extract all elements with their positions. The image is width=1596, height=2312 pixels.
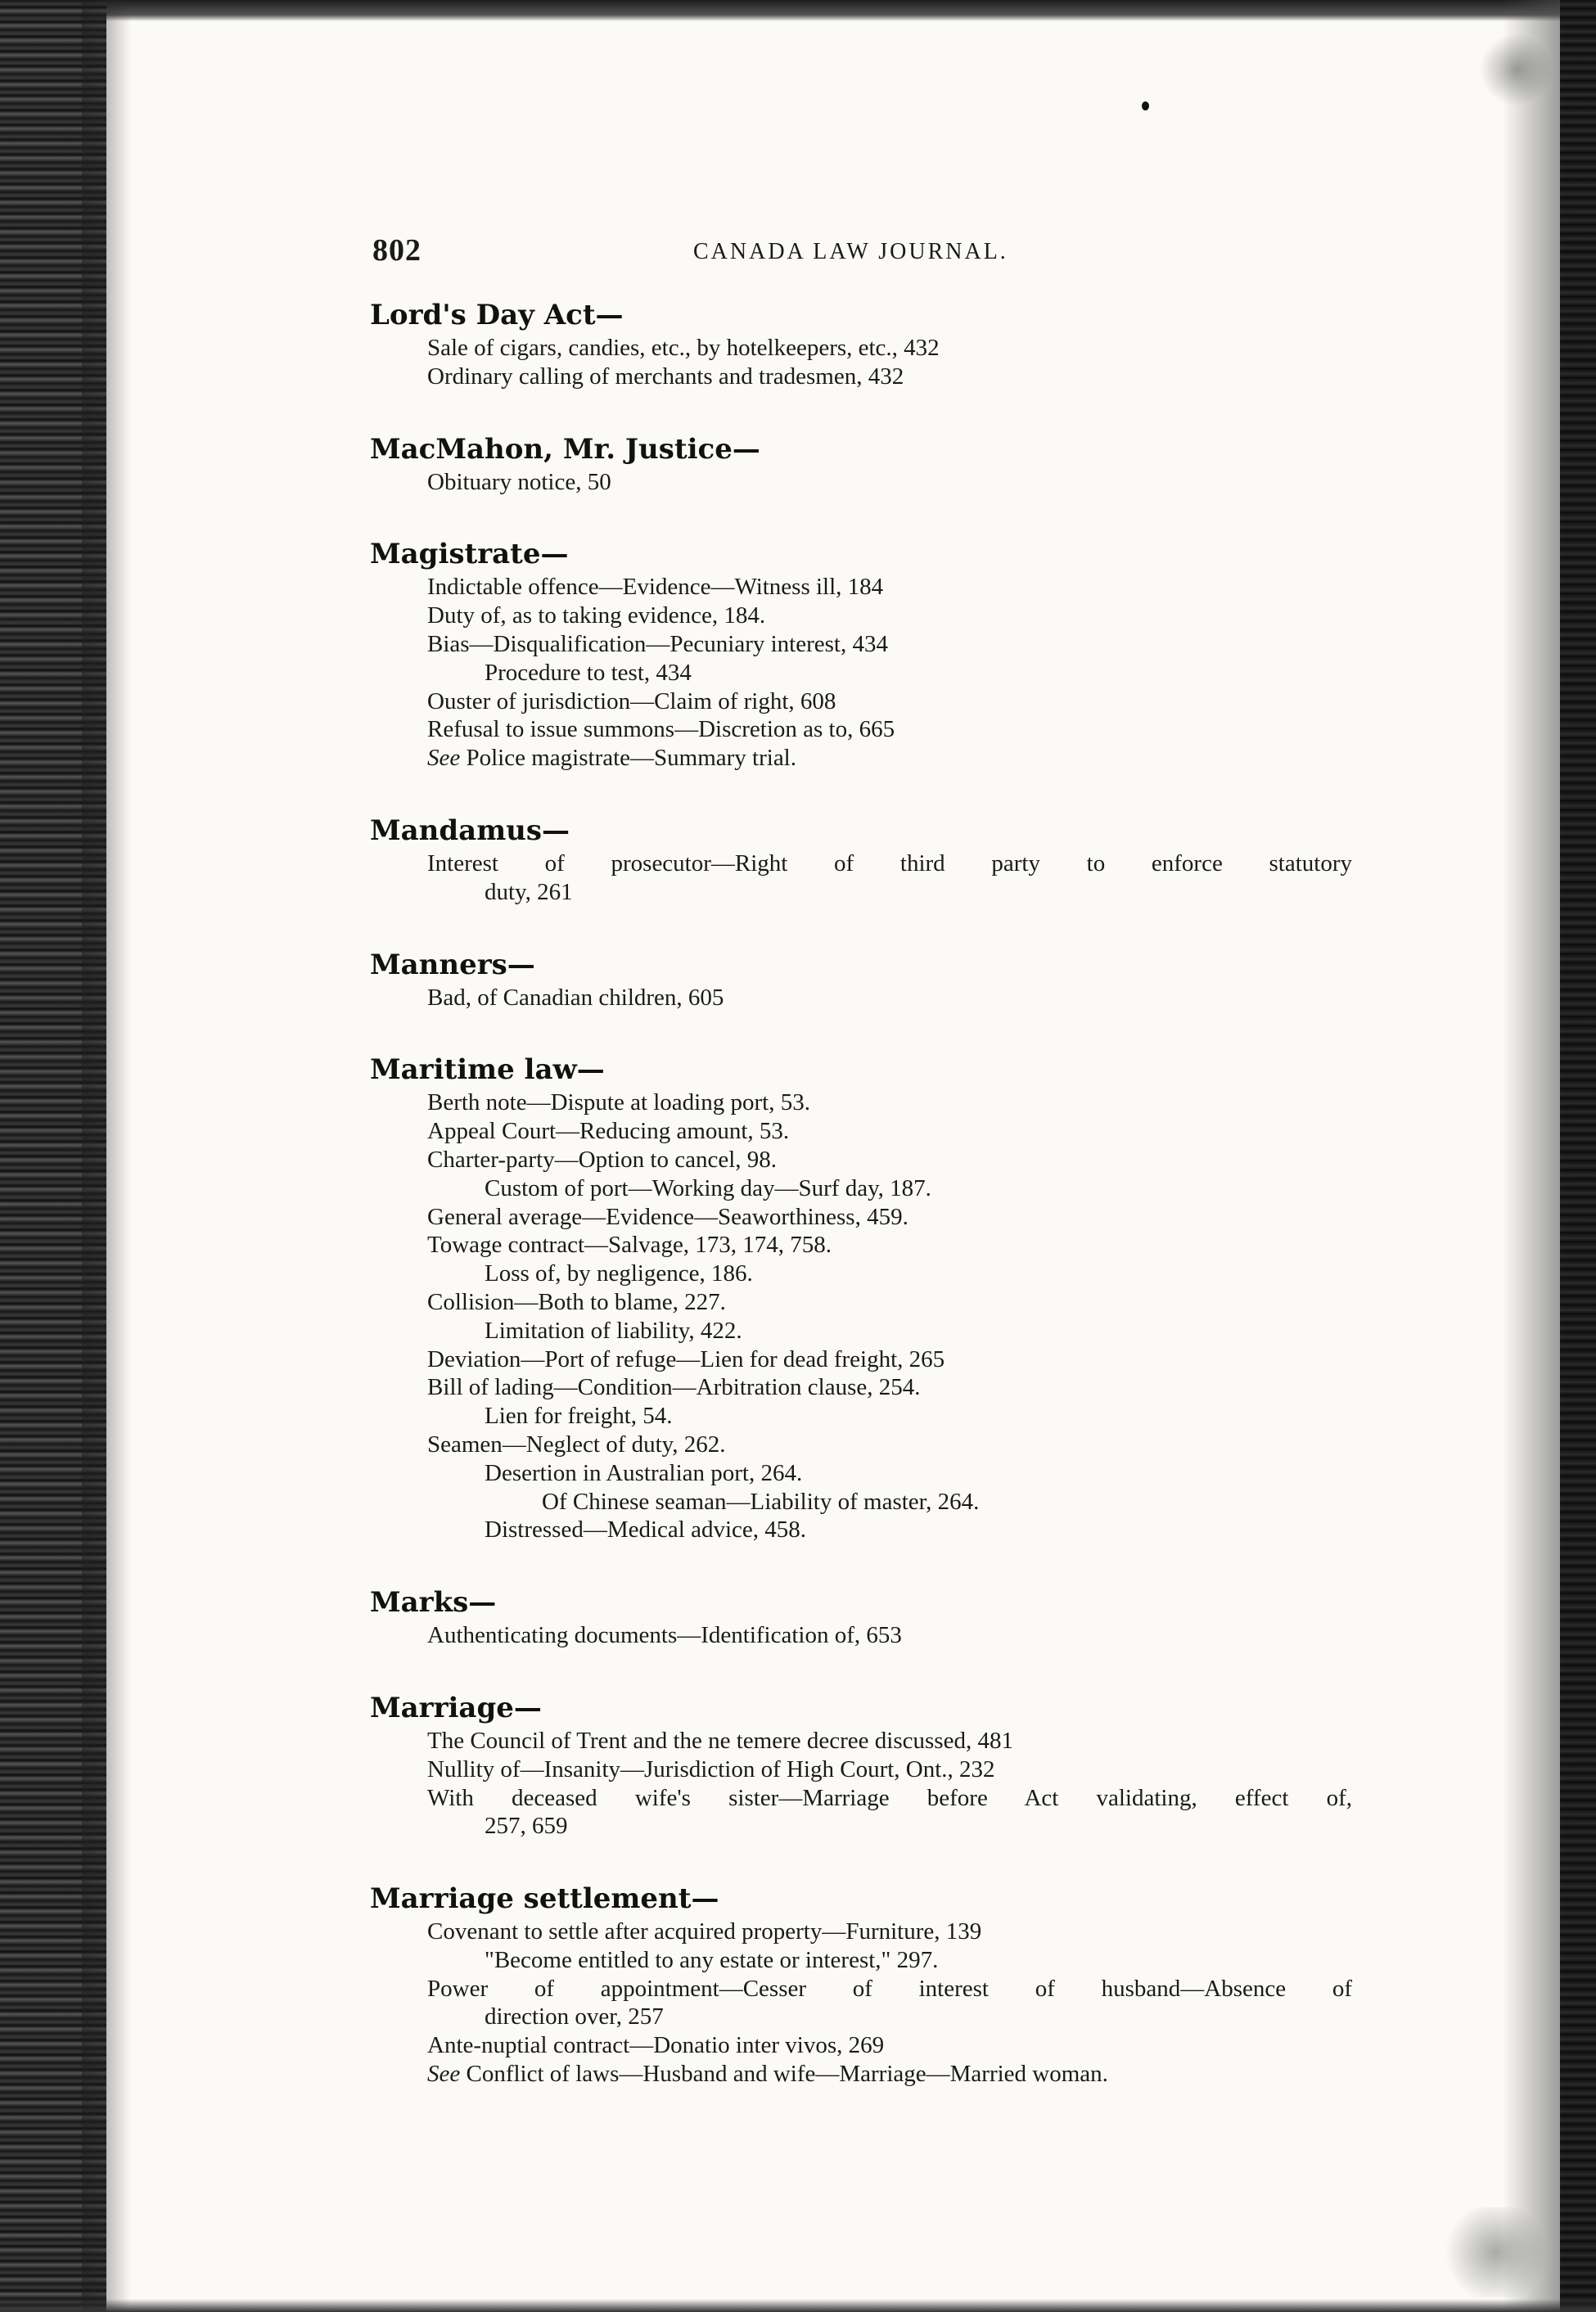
entry-line [427, 573, 1360, 602]
scan-border-right [1560, 0, 1596, 2312]
entry-line [427, 468, 1360, 497]
entry-line-text: Collision—Both to blame, 227. [427, 1288, 726, 1315]
entry-line [427, 363, 1360, 391]
index-entry [370, 812, 1360, 907]
entry-heading: Manners— [370, 948, 535, 981]
entry-line-text: Procedure to test, 434 [485, 659, 692, 686]
entry-line [427, 850, 1352, 878]
scan-noise-bottom-right [1439, 2207, 1553, 2297]
entry-line [542, 1488, 1360, 1517]
entry-heading: Magistrate— [370, 538, 569, 571]
scan-border-bottom [0, 2299, 1596, 2312]
index-entry [370, 1051, 1360, 1544]
entry-line [427, 602, 1360, 630]
entry-heading: Marriage— [370, 1691, 542, 1724]
entry-line-text: Distressed—Medical advice, 458. [485, 1517, 807, 1544]
entry-line-text: Berth note—Dispute at loading port, 53. [427, 1089, 810, 1116]
index-entry [370, 946, 1360, 1012]
entry-line [427, 1918, 1360, 1946]
entry-line [427, 1373, 1360, 1402]
entry-line [427, 1288, 1360, 1317]
entry-line [427, 687, 1360, 716]
entry-line [485, 878, 1360, 907]
running-title: CANADA LAW JOURNAL. [693, 239, 1008, 264]
entry-line [485, 1317, 1360, 1345]
entry-line-text: "Become entitled to any estate or interest," 297. [485, 1946, 939, 1973]
entry-line [485, 1459, 1360, 1488]
entry-line-text: Lien for freight, 54. [485, 1403, 673, 1430]
entry-heading: Marks— [370, 1586, 497, 1620]
entry-line-text: direction over, 257 [485, 2003, 664, 2030]
entry-line [427, 630, 1360, 659]
entry-line-text: Appeal Court—Reducing amount, 53. [427, 1118, 790, 1145]
entry-line-text: Police magistrate—Summary trial. [466, 745, 796, 772]
entry-line-text: Ante-nuptial contract—Donatio inter vivos, 269 [427, 2032, 885, 2059]
entry-line-text: Bill of lading—Condition—Arbitration clause, 254. [427, 1374, 921, 1401]
entry-line [485, 1260, 1360, 1288]
entry-heading: Lord's Day Act— [370, 299, 624, 331]
entry-line-text: Obituary notice, 50 [427, 468, 611, 495]
entry-line-text: Authenticating documents—Identification of, 653 [427, 1622, 902, 1649]
entry-line-text: Nullity of—Insanity—Jurisdiction of High Court, Ont., 232 [427, 1755, 995, 1782]
entry-line-text: Deviation—Port of refuge—Lien for dead freight, 265 [427, 1345, 945, 1372]
entry-line-text: Covenant to settle after acquired property—Furniture, 139 [427, 1918, 982, 1945]
entry-line-text: Charter-party—Option to cancel, 98. [427, 1146, 778, 1173]
entry-line [427, 1621, 1360, 1650]
entry-line [427, 1755, 1360, 1784]
entry-line-text: Power of appointment—Cesser of interest of husband—Absence of [427, 1975, 1352, 2002]
entry-heading: Maritime law— [370, 1053, 605, 1087]
entry-line [427, 2031, 1360, 2060]
entry-line [485, 1516, 1360, 1544]
entry-line-text: Duty of, as to taking evidence, 184. [427, 602, 766, 629]
entry-line [427, 1345, 1360, 1374]
index-body [370, 296, 1360, 2128]
entry-line [427, 1203, 1360, 1232]
entry-line-text: Bias—Disqualification—Pecuniary interest, 434 [427, 630, 888, 657]
entry-line-text: 257, 659 [485, 1813, 568, 1840]
entry-line [485, 1402, 1360, 1431]
entry-line [427, 1431, 1360, 1459]
entry-line-text: Ordinary calling of merchants and tradesmen, 432 [427, 363, 904, 390]
entry-line-text: General average—Evidence—Seaworthiness, 459. [427, 1203, 908, 1230]
entry-line-text: Of Chinese seaman—Liability of master, 264. [542, 1488, 980, 1515]
entry-heading: Mandamus— [370, 813, 570, 847]
entry-line [427, 1117, 1360, 1146]
entry-line-text: Sale of cigars, candies, etc., by hotelkeepers, etc., 432 [427, 335, 940, 361]
entry-line-text: Loss of, by negligence, 186. [485, 1260, 753, 1287]
entry-line-text: Ouster of jurisdiction—Claim of right, 608 [427, 687, 836, 714]
index-entry [370, 1880, 1360, 2089]
entry-line-text: Towage contract—Salvage, 173, 174, 758. [427, 1232, 832, 1259]
entry-line [427, 744, 1360, 773]
entry-line-text: Seamen—Neglect of duty, 262. [427, 1431, 726, 1458]
entry-line-text: Conflict of laws—Husband and wife—Marriage—Married woman. [466, 2061, 1108, 2088]
scan-shadow-right [1503, 0, 1560, 2312]
scan-border-top [0, 0, 1596, 21]
entry-heading: Marriage settlement— [370, 1882, 719, 1916]
entry-line [427, 1088, 1360, 1117]
scan-noise-top-right [1480, 33, 1553, 106]
entry-line [427, 2060, 1360, 2089]
entry-line-text: Refusal to issue summons—Discretion as to, 665 [427, 716, 895, 743]
entry-line-text: duty, 261 [485, 878, 573, 905]
index-entry [370, 1584, 1360, 1650]
entry-line [485, 1946, 1360, 1975]
entry-line-text: Interest of prosecutor—Right of third party to enforce statutory [427, 850, 1352, 877]
entry-line [427, 1146, 1360, 1174]
see-reference-label: See [427, 2061, 461, 2088]
page-number: 802 [372, 233, 422, 268]
entry-line [427, 334, 1360, 363]
entry-line-text: With deceased wife's sister—Marriage before Act validating, effect of, [427, 1784, 1352, 1811]
page-header [372, 232, 1191, 273]
entry-line [485, 2003, 1360, 2031]
entry-line [427, 1975, 1352, 2003]
entry-line-text: Custom of port—Working day—Surf day, 187. [485, 1174, 931, 1201]
entry-line [427, 1784, 1352, 1813]
entry-line [485, 1174, 1360, 1203]
entry-line-text: The Council of Trent and the ne temere decree discussed, 481 [427, 1727, 1013, 1754]
index-entry [370, 1689, 1360, 1841]
scan-shadow-left [82, 0, 131, 2312]
entry-line [427, 1727, 1360, 1755]
entry-line [485, 1812, 1360, 1841]
index-entry [370, 535, 1360, 773]
entry-line [427, 984, 1360, 1012]
index-entry [370, 430, 1360, 497]
entry-heading: MacMahon, Mr. Justice— [370, 432, 760, 466]
entry-line-text: Bad, of Canadian children, 605 [427, 984, 724, 1011]
entry-line [427, 715, 1360, 744]
entry-line-text: Desertion in Australian port, 264. [485, 1459, 803, 1486]
entry-line [427, 1231, 1360, 1260]
ink-dot [1142, 101, 1149, 110]
index-entry [370, 296, 1360, 391]
entry-line [485, 659, 1360, 687]
see-reference-label: See [427, 745, 461, 772]
entry-line-text: Limitation of liability, 422. [485, 1317, 742, 1344]
entry-line-text: Indictable offence—Evidence—Witness ill, 184 [427, 574, 884, 601]
